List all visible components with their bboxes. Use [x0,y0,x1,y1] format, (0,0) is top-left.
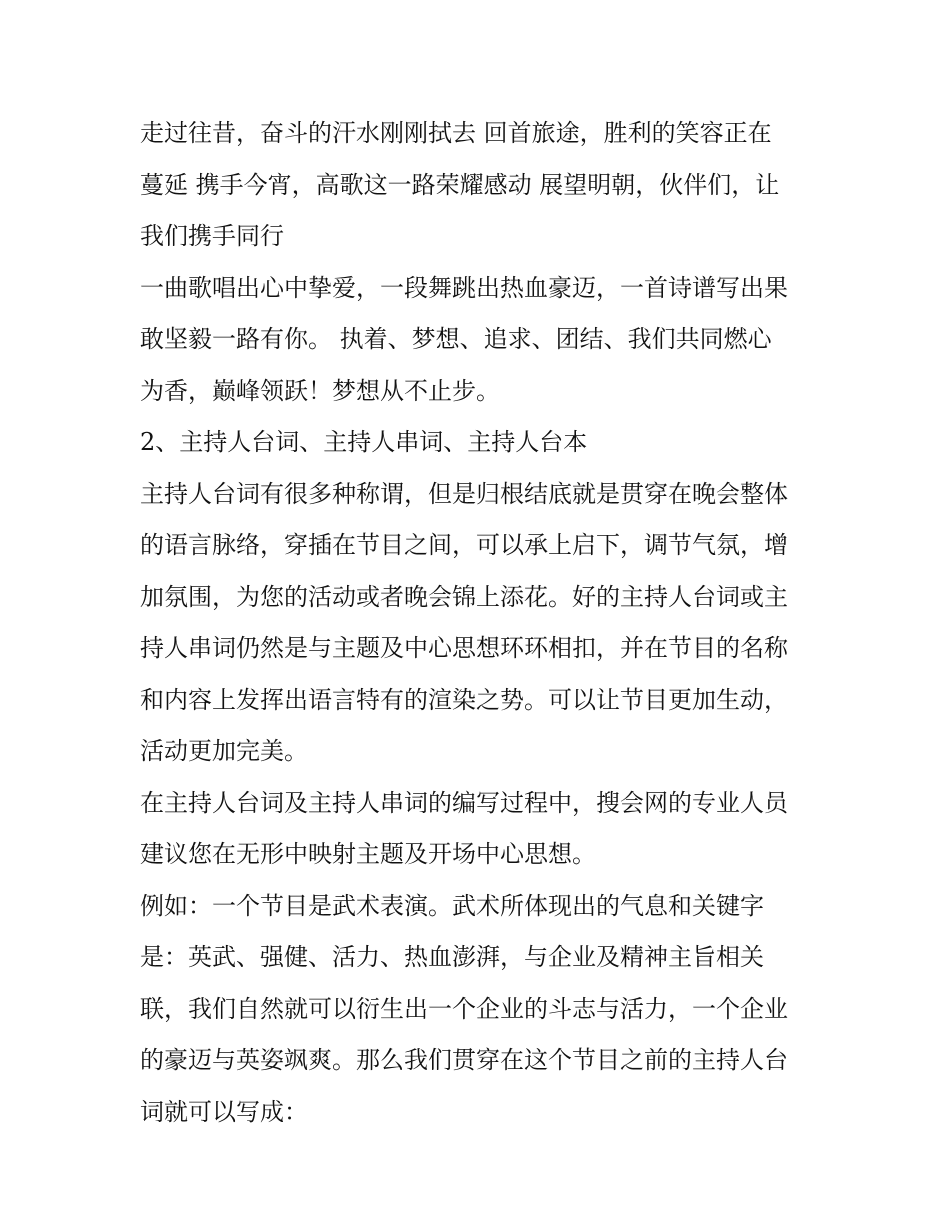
text-line: 持人串词仍然是与主题及中心思想环环相扣，并在节目的名称 [140,634,788,662]
paragraph-lyrics [140,108,820,263]
paragraph-writing-advice [140,778,820,881]
section-heading [140,417,820,469]
paragraph-example [140,881,820,1139]
text-line: 和内容上发挥出语言特有的渲染之势。可以让节目更加生动， [140,685,788,714]
text-line: 活动更加完美。 [140,737,308,765]
text-line: 建议您在无形中映射主题及开场中心思想。 [140,840,596,868]
text-line: 为香，巅峰领跃！梦想从不止步。 [140,376,500,405]
text-line: 我们携手同行 [140,222,284,250]
text-line: 在主持人台词及主持人串词的编写过程中，搜会网的专业人员 [140,788,788,817]
text-line: 蔓延 携手今宵，高歌这一路荣耀感动 展望明朝，伙伴们，让 [140,170,780,199]
text-line: 走过往昔，奋斗的汗水刚刚拭去 回首旅途，胜利的笑容正在 [140,119,772,147]
text-line: 加氛围，为您的活动或者晚会锦上添花。好的主持人台词或主 [140,582,788,611]
text-line: 敢坚毅一路有你。 执着、梦想、追求、团结、我们共同燃心 [140,325,772,353]
document-body [140,108,820,1138]
text-line: 词就可以写成： [140,1097,308,1126]
text-line: 联，我们自然就可以衍生出一个企业的斗志与活力，一个企业 [140,994,788,1023]
text-line: 主持人台词有很多种称谓，但是归根结底就是贯穿在晚会整体 [140,479,788,508]
text-line: 是：英武、强健、活力、热血澎湃，与企业及精神主旨相关 [140,943,764,971]
paragraph-host-script-intro [140,469,820,778]
text-line: 的豪迈与英姿飒爽。那么我们贯穿在这个节目之前的主持人台 [140,1046,788,1074]
text-line: 的语言脉络，穿插在节目之间，可以承上启下，调节气氛，增 [140,531,788,559]
heading-line: 2、主持人台词、主持人串词、主持人台本 [140,428,588,456]
paragraph-song-dance-poem [140,263,820,418]
text-line: 一曲歌唱出心中挚爱，一段舞跳出热血豪迈，一首诗谱写出果 [140,273,788,302]
text-line: 例如：一个节目是武术表演。武术所体现出的气息和关键字 [140,891,764,920]
